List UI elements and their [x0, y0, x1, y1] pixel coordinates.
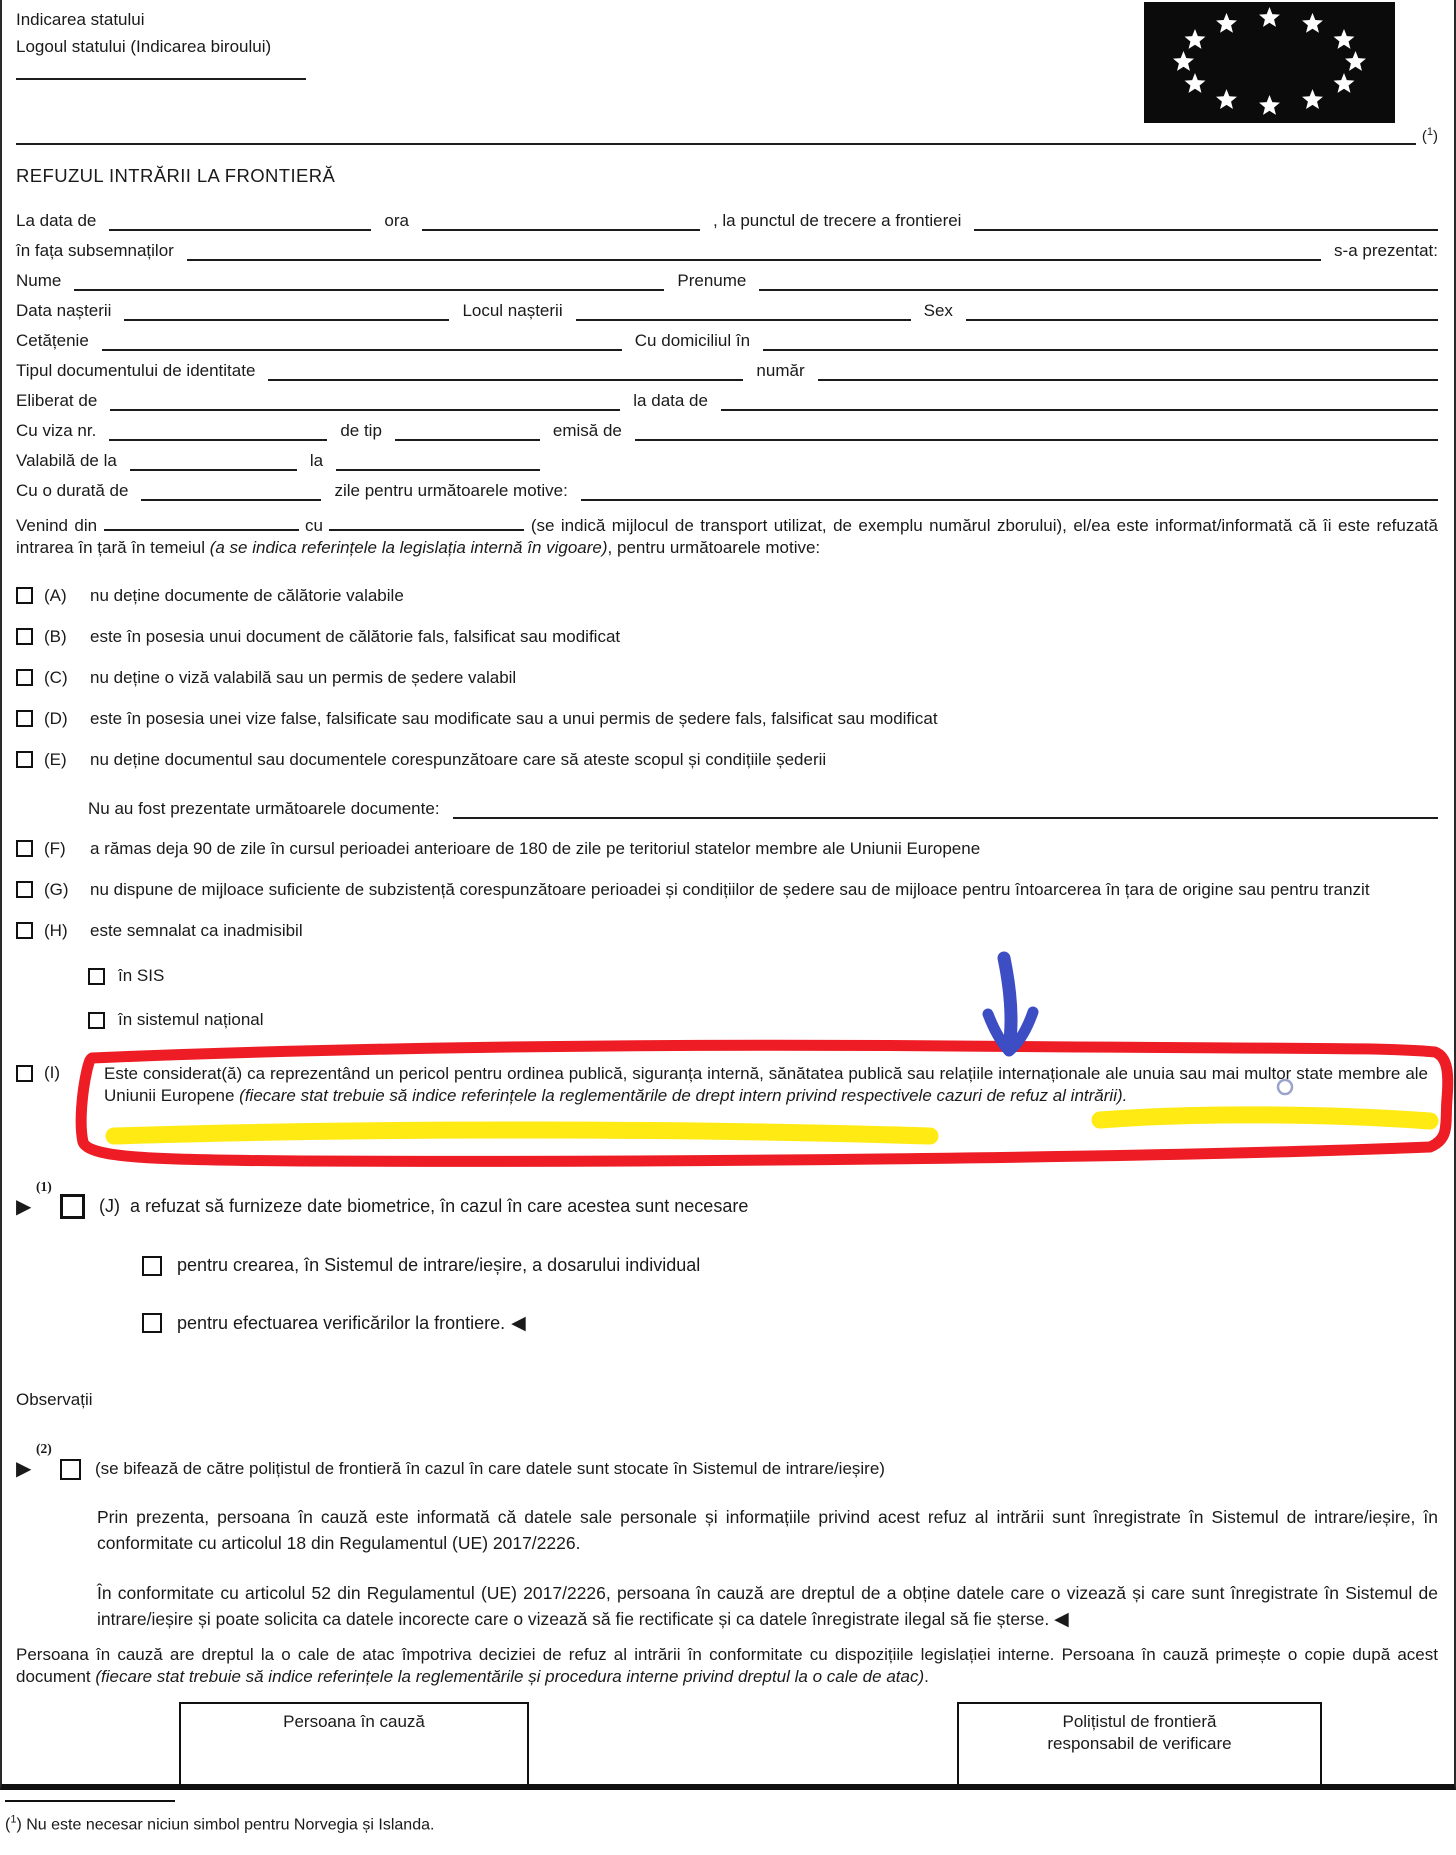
checkbox-d[interactable] [16, 710, 33, 727]
signature-box-person[interactable] [179, 1702, 529, 1790]
field-row-validity [16, 441, 1438, 471]
field-label-birthplace: Locul nașterii [462, 301, 563, 320]
reason-item-d [16, 707, 1438, 730]
blank-residence[interactable] [763, 327, 1438, 351]
field-label-presented: s-a prezentat: [1334, 241, 1438, 260]
blank-time[interactable] [422, 207, 700, 231]
j-sub-entry-exit [142, 1255, 1438, 1276]
field-label-citizenship: Cetățenie [16, 331, 89, 350]
checkbox-sis[interactable] [88, 968, 105, 985]
appeal-paragraph-italic: (fiecare stat trebuie să indice referințele la reglementările și procedura interne privind dreptul la o cale de atac) [95, 1667, 925, 1686]
entry-exit-check-row [16, 1441, 1438, 1480]
checkbox-j[interactable] [60, 1194, 85, 1219]
amendment-marker-1 [16, 1178, 52, 1218]
footnote-rule [5, 1800, 175, 1802]
field-row-date [16, 201, 1438, 231]
field-row-duration [16, 471, 1438, 501]
national-system-label: în sistemul național [118, 1010, 264, 1029]
j-sub-border-checks [142, 1312, 1438, 1334]
field-label-issued-by: Eliberat de [16, 391, 98, 410]
checkbox-g[interactable] [16, 881, 33, 898]
field-label-firstname: Prenume [677, 271, 747, 290]
blank-issued-by[interactable] [110, 387, 620, 411]
reason-item-e [16, 748, 1438, 771]
field-label-visa-type: de tip [340, 421, 382, 440]
h-sub-national [88, 1010, 1438, 1030]
blank-valid-from[interactable] [130, 447, 297, 471]
blank-firstname[interactable] [759, 267, 1438, 291]
signature-box-officer-label-line2: responsabil de verificare [1047, 1734, 1232, 1753]
header-separator [16, 126, 1438, 145]
field-label-residence: Cu domiciliul în [634, 331, 751, 350]
documents-not-presented-row [88, 793, 1438, 819]
reason-letter: (A) [44, 586, 67, 605]
reason-letter: (G) [44, 880, 69, 899]
eu-flag [1144, 2, 1395, 123]
checkbox-j-individual-file[interactable] [142, 1256, 162, 1276]
reason-item-b [16, 625, 1438, 648]
field-row-visa [16, 411, 1438, 441]
checkbox-i[interactable] [16, 1065, 33, 1082]
form-title: REFUZUL INTRĂRII LA FRONTIERĂ [16, 165, 336, 186]
field-row-id-document [16, 351, 1438, 381]
documents-not-presented-label: Nu au fost prezentate următoarele documente: [88, 799, 440, 818]
amendment-right-triangle-icon: ▶ [16, 1193, 32, 1218]
reason-item-c [16, 666, 1438, 689]
footnote-ref-1: ($^1$) [1421, 126, 1438, 145]
field-label-id-type: Tipul documentului de identitate [16, 361, 256, 380]
eu-flag-stars [1144, 2, 1395, 123]
checkbox-b[interactable] [16, 628, 33, 645]
coming-from-label: Venind din [16, 516, 98, 535]
h-sub-sis [88, 966, 1438, 986]
observations-label: Observații [16, 1390, 93, 1409]
amendment-left-triangle-icon: ◀ [1054, 1608, 1069, 1630]
field-row-undersigned [16, 231, 1438, 261]
reasons-checklist [16, 584, 1438, 1030]
blank-border-point[interactable] [974, 207, 1438, 231]
checkbox-e[interactable] [16, 751, 33, 768]
reason-letter: (I) [44, 1063, 61, 1082]
reason-item-a [16, 584, 1438, 607]
field-label-surname: Nume [16, 271, 62, 290]
reason-text: este în posesia unei vize false, falsificate sau modificate sau a unui permis de ședere fals, falsificat sau modificat [90, 709, 938, 728]
amendment-sup-2: (2) [36, 1441, 52, 1456]
transport-paragraph [16, 515, 1438, 558]
blank-documents-not-presented[interactable] [453, 795, 1438, 819]
ees-rights-paragraph: În conformitate cu articolul 52 din Regulamentul (UE) 2017/2226, persoana în cauză are dreptul de a obține datele care o vizează și care sunt înregistrate în Sistemul de intrare/ieșire și poate solicita ca datele incorecte care o vizează să fie rectificate și ca datele înregistrate ilegal să fie șterse. ◀ [97, 1583, 1438, 1630]
reason-text: este semnalat ca inadmisibil [90, 921, 303, 940]
appeal-paragraph: Persoana în cauză are dreptul la o cale de atac împotriva deciziei de refuz al intrării în conformitate cu dispozițiile legislației interne. Persoana în cauză primește o copie după acest document (fiecare stat trebuie să indice referințele la reglementările și procedura interne privind dreptul la o cale de atac). [16, 1645, 1438, 1686]
footnote [5, 1800, 434, 1834]
blank-undersigned[interactable] [187, 237, 1321, 261]
field-label-valid-to: la [309, 451, 324, 470]
transport-text-end: , pentru următoarele motive: [607, 537, 821, 557]
state-logo-label: Logoul statului (Indicarea biroului) [16, 37, 272, 56]
blank-duration[interactable] [141, 477, 321, 501]
field-label-visa-no: Cu viza nr. [16, 421, 97, 440]
field-label-valid-from: Valabilă de la [16, 451, 117, 470]
reason-text: nu deține documentul sau documentele corespunzătoare care să ateste scopul și condițiile șederii [90, 750, 827, 769]
reason-letter: (D) [44, 709, 68, 728]
blank-birthdate[interactable] [124, 297, 449, 321]
amendment-left-triangle-icon: ◀ [511, 1312, 526, 1334]
blank-sex[interactable] [966, 297, 1438, 321]
signature-section [16, 1702, 1438, 1790]
reason-letter: (B) [44, 627, 67, 646]
amendment-sup-1: (1) [36, 1178, 52, 1194]
field-label-undersigned: în fața subsemnaților [16, 241, 174, 260]
field-label-number: număr [756, 361, 805, 380]
field-label-date: La data de [16, 211, 97, 230]
ees-info-paragraph: Prin prezenta, persoana în cauză este informată că datele sale personale și informațiile privind acest refuz al intrării sunt înregistrate în Sistemul de intrare/ieșire, în conformitate cu articolul 18 din Regulamentul (UE) 2017/2226. [97, 1507, 1438, 1553]
reason-item-i [16, 1054, 1438, 1168]
field-row-issued [16, 381, 1438, 411]
field-label-time: ora [384, 211, 409, 230]
checkbox-ees-stored[interactable] [60, 1459, 81, 1480]
reason-j-text: a refuzat să furnizeze date biometrice, în cazul în care acestea sunt necesare [130, 1196, 749, 1216]
blank-visa-type[interactable] [395, 417, 540, 441]
field-row-name [16, 261, 1438, 291]
blank-birthplace[interactable] [576, 297, 911, 321]
ees-check-label: (se bifează de către polițistul de frontieră în cazul în care datele sunt stocate în Sistemul de intrare/ieșire) [95, 1459, 885, 1478]
field-label-birthdate: Data nașterii [16, 301, 112, 320]
blank-issued-date[interactable] [721, 387, 1438, 411]
state-indication-label: Indicarea statului [16, 10, 145, 29]
signature-box-officer-label-line1: Polițistul de frontieră [1062, 1712, 1217, 1731]
field-label-sex: Sex [923, 301, 953, 320]
reason-text: nu deține documente de călătorie valabile [90, 586, 404, 605]
reason-text: a rămas deja 90 de zile în cursul perioadei anterioare de 180 de zile pe teritoriul statelor membre ale Uniunii Europene [90, 839, 981, 858]
field-label-visa-issued-by: emisă de [552, 421, 622, 440]
reason-text: este în posesia unui document de călătorie fals, falsificat sau modificat [90, 627, 621, 646]
blank-coming-from[interactable] [104, 515, 299, 531]
field-row-citizenship [16, 321, 1438, 351]
reason-i-text: Este considerat(ă) ca reprezentând un pericol pentru ordinea publică, siguranța internă, sănătatea publică sau relațiile internaționale ale unuia sau mai multor state membre ale Uniunii Europene (fiecare stat trebuie să indice referințele la reglementările de drept intern privind respectivele cazuri de refuz al intrării). [104, 1064, 1428, 1105]
with-label: cu [305, 516, 323, 535]
header-rule-line [16, 133, 1416, 145]
reason-item-f [16, 837, 1438, 860]
checkbox-a[interactable] [16, 587, 33, 604]
checkbox-c[interactable] [16, 669, 33, 686]
reason-text: nu dispune de mijloace suficiente de subzistență corespunzătoare perioadei și condițiilor de ședere sau de mijloace pentru întoarcerea în țara de origine sau pentru tranzit [90, 880, 1370, 899]
footnote-ref: ($^1$) [5, 1814, 22, 1834]
j-sub2-text: pentru efectuarea verificărilor la frontiere. [177, 1312, 506, 1333]
reason-item-h [16, 919, 1438, 942]
field-label-border-point: , la punctul de trecere a frontierei [712, 211, 962, 230]
signature-box-person-label: Persoana în cauză [283, 1712, 425, 1731]
footnote-text: Nu este necesar niciun simbol pentru Norvegia și Islanda. [21, 1816, 435, 1834]
field-row-birth [16, 291, 1438, 321]
blank-duration-reasons[interactable] [581, 477, 1438, 501]
field-label-duration-reasons: zile pentru următoarele motive: [334, 481, 568, 500]
blank-valid-to[interactable] [336, 447, 540, 471]
signature-box-officer[interactable] [957, 1702, 1322, 1790]
transport-text-italic: (a se indica referințele la legislația internă în vigoare) [209, 537, 608, 557]
sis-label: în SIS [118, 966, 165, 985]
checkbox-national-system[interactable] [88, 1012, 105, 1029]
blank-visa-issued-by[interactable] [635, 417, 1438, 441]
blank-surname[interactable] [74, 267, 664, 291]
reason-item-g [16, 878, 1438, 901]
checkbox-f[interactable] [16, 840, 33, 857]
j-sub1-text: pentru crearea, în Sistemul de intrare/ieșire, a dosarului individual [177, 1255, 701, 1275]
blank-transport[interactable] [329, 515, 524, 531]
reason-text: nu deține o viză valabilă sau un permis de ședere valabil [90, 668, 517, 687]
reason-letter: (J) [99, 1196, 120, 1216]
blank-id-number[interactable] [818, 357, 1438, 381]
reason-letter: (F) [44, 839, 66, 858]
amendment-marker-2 [16, 1441, 52, 1480]
amendment-right-triangle-icon: ▶ [16, 1456, 32, 1480]
state-blank-line[interactable] [16, 64, 306, 80]
blank-visa-no[interactable] [109, 417, 327, 441]
reason-letter: (C) [44, 668, 68, 687]
checkbox-h[interactable] [16, 922, 33, 939]
transport-text: (se indică mijlocul de transport utilizat, de exemplu numărul zborului), el/ea este informat/informată că îi este refuzată intrarea în țară în temeiul [16, 516, 1438, 557]
reason-i-text-italic: (fiecare stat trebuie să indice referințele la reglementările de drept intern privind respectivele cazuri de refuz al intrării). [239, 1086, 1128, 1105]
reason-item-j [16, 1178, 1438, 1219]
field-label-duration: Cu o durată de [16, 481, 129, 500]
checkbox-j-border-checks[interactable] [142, 1313, 162, 1333]
blank-id-type[interactable] [268, 357, 743, 381]
field-label-issued-date: la data de [633, 391, 708, 410]
reason-letter: (H) [44, 921, 68, 940]
blank-date[interactable] [109, 207, 371, 231]
reason-letter: (E) [44, 750, 67, 769]
blank-citizenship[interactable] [102, 327, 622, 351]
